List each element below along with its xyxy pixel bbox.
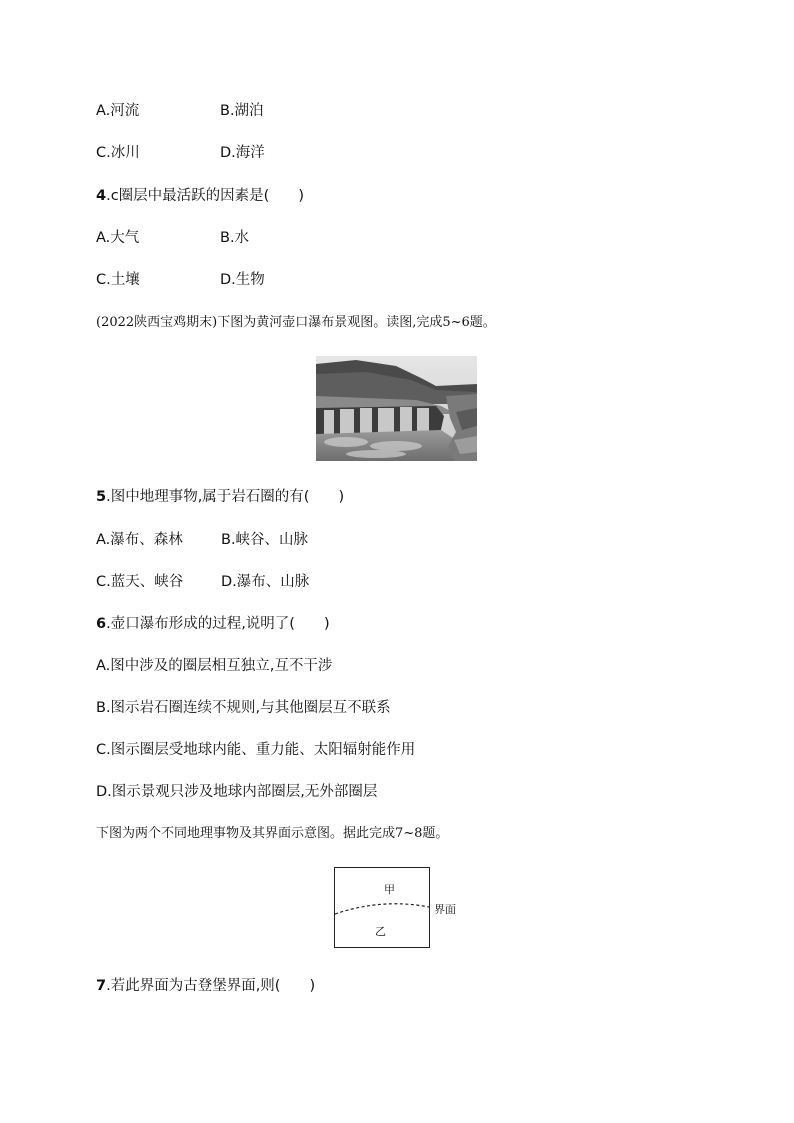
layer-top-label: 甲 [384, 883, 395, 896]
question-7 [96, 976, 315, 996]
q6-option-c: C.图示圈层受地球内能、重力能、太阳辐射能作用 [96, 742, 416, 758]
interface-boundary-line [335, 904, 429, 914]
intro-questions-5-6: (2022陕西宝鸡期末)下图为黄河壶口瀑布景观图。读图,完成5~6题。 [96, 315, 496, 330]
q3-option-d: D.海洋 [220, 145, 265, 161]
question-stem: .壶口瀑布形成的过程,说明了( ) [106, 616, 330, 632]
question-5 [96, 487, 344, 507]
q4-option-c: C.土壤 [96, 272, 140, 288]
question-stem: .图中地理事物,属于岩石圈的有( ) [106, 489, 345, 505]
q3-option-a: A.河流 [96, 103, 140, 119]
q4-option-a: A.大气 [96, 230, 140, 246]
question-4 [96, 186, 304, 206]
q4-option-d: D.生物 [220, 272, 265, 288]
question-6 [96, 614, 330, 634]
question-stem: .c圈层中最活跃的因素是( ) [106, 188, 304, 204]
q5-option-d: D.瀑布、山脉 [221, 574, 310, 590]
q5-option-c: C.蓝天、峡谷 [96, 574, 184, 590]
q6-option-b: B.图示岩石圈连续不规则,与其他圈层互不联系 [96, 700, 391, 716]
q5-option-b: B.峡谷、山脉 [221, 532, 309, 548]
question-stem: .若此界面为古登堡界面,则( ) [106, 978, 316, 994]
question-number: 6 [96, 616, 107, 632]
question-number: 5 [96, 489, 107, 505]
q4-option-b: B.水 [220, 230, 250, 246]
interface-diagram [334, 867, 430, 948]
interface-label: 界面 [434, 903, 456, 916]
intro-questions-7-8: 下图为两个不同地理事物及其界面示意图。据此完成7~8题。 [96, 826, 449, 841]
q3-option-b: B.湖泊 [220, 103, 264, 119]
question-number: 7 [96, 978, 107, 994]
q6-option-d: D.图示景观只涉及地球内部圈层,无外部圈层 [96, 784, 378, 800]
q6-option-a: A.图中涉及的圈层相互独立,互不干涉 [96, 658, 333, 674]
layer-bottom-label: 乙 [375, 925, 386, 938]
hukou-waterfall-image [316, 356, 477, 461]
q3-option-c: C.冰川 [96, 145, 140, 161]
question-number: 4 [96, 188, 107, 204]
q5-option-a: A.瀑布、森林 [96, 532, 183, 548]
